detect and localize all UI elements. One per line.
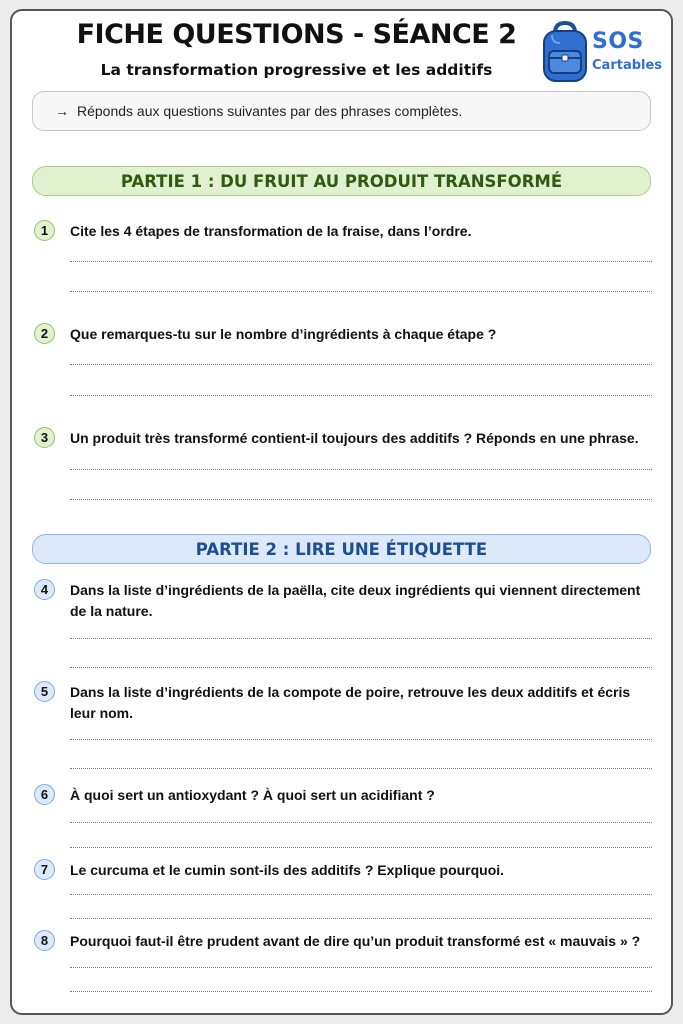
instruction-box	[32, 91, 651, 131]
answer-line[interactable]	[70, 739, 652, 740]
logo-text-sos: SOS	[592, 29, 644, 54]
arrow-icon: →	[55, 103, 69, 119]
part-2-banner: PARTIE 2 : LIRE UNE ÉTIQUETTE	[32, 534, 651, 564]
page-subtitle: La transformation progressive et les additifs	[100, 61, 493, 79]
answer-line[interactable]	[70, 499, 652, 500]
worksheet	[10, 9, 673, 1015]
question-number: 2	[34, 323, 55, 344]
instruction-text: Réponds aux questions suivantes par des phrases complètes.	[77, 103, 463, 119]
answer-line[interactable]	[70, 918, 652, 919]
question-text: Le curcuma et le cumin sont-ils des additifs ? Explique pourquoi.	[70, 862, 505, 878]
part-1-banner: PARTIE 1 : DU FRUIT AU PRODUIT TRANSFORMÉ	[32, 166, 651, 196]
question-number: 4	[34, 579, 55, 600]
answer-line[interactable]	[70, 768, 652, 769]
answer-line[interactable]	[70, 364, 652, 365]
answer-line[interactable]	[70, 847, 652, 848]
answer-line[interactable]	[70, 469, 652, 470]
question-number: 5	[34, 681, 55, 702]
question-text: Cite les 4 étapes de transformation de la fraise, dans l’ordre.	[70, 223, 472, 239]
answer-line[interactable]	[70, 638, 652, 639]
sos-cartables-logo	[540, 17, 670, 87]
answer-line[interactable]	[70, 991, 652, 992]
answer-line[interactable]	[70, 967, 652, 968]
logo-text-cartables: Cartables	[592, 58, 663, 73]
answer-line[interactable]	[70, 291, 652, 292]
answer-line[interactable]	[70, 894, 652, 895]
question-text: Dans la liste d’ingrédients de la compote de poire, retrouve les deux additifs et écris leur nom.	[70, 684, 631, 721]
question-number: 8	[34, 930, 55, 951]
question-text: Que remarques-tu sur le nombre d’ingrédients à chaque étape ?	[70, 326, 497, 342]
question-text: Un produit très transformé contient-il toujours des additifs ? Réponds en une phrase.	[70, 430, 639, 446]
answer-line[interactable]	[70, 822, 652, 823]
question-text: Pourquoi faut-il être prudent avant de dire qu’un produit transformé est « mauvais » ?	[70, 933, 641, 949]
answer-line[interactable]	[70, 395, 652, 396]
question-text: Dans la liste d’ingrédients de la paëlla, cite deux ingrédients qui viennent directement de la nature.	[70, 582, 641, 619]
question-number: 3	[34, 427, 55, 448]
question-number: 6	[34, 784, 55, 805]
backpack-icon	[540, 21, 590, 83]
answer-line[interactable]	[70, 261, 652, 262]
question-number: 7	[34, 859, 55, 880]
question-number: 1	[34, 220, 55, 241]
answer-line[interactable]	[70, 667, 652, 668]
page-title: FICHE QUESTIONS - SÉANCE 2	[76, 19, 517, 50]
question-text: À quoi sert un antioxydant ? À quoi sert un acidifiant ?	[70, 787, 435, 803]
